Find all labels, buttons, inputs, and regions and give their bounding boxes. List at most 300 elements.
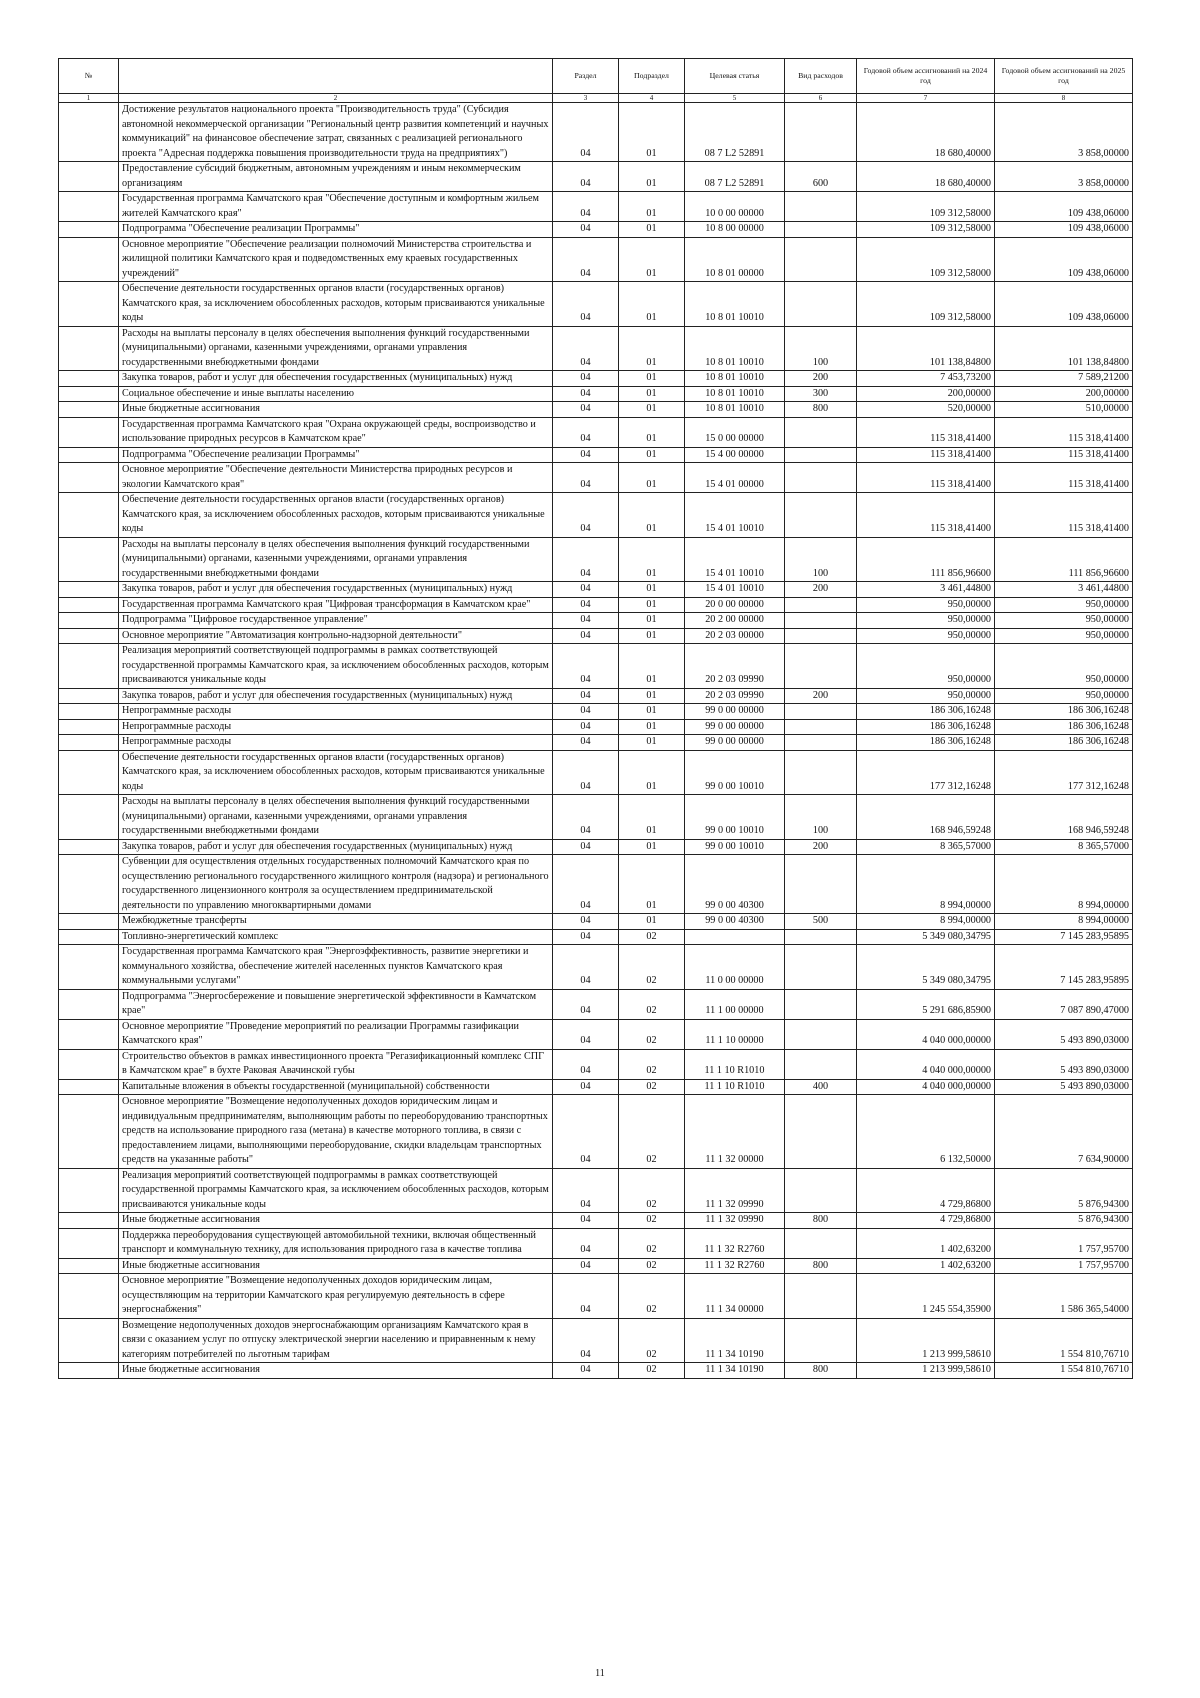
row-number-cell [59, 237, 119, 282]
row-2024-cell: 5 291 686,85900 [857, 989, 995, 1019]
table-row [59, 750, 1133, 795]
row-2025-cell: 111 856,96600 [995, 537, 1133, 582]
row-number-cell [59, 839, 119, 855]
row-number-cell [59, 463, 119, 493]
row-2024-cell: 115 318,41400 [857, 417, 995, 447]
row-subsection-cell: 02 [619, 1213, 685, 1229]
row-target-cell: 99 0 00 40300 [685, 855, 785, 914]
budget-sheet [58, 58, 1132, 1379]
row-2025-cell: 101 138,84800 [995, 326, 1133, 371]
row-name-cell: Государственная программа Камчатского края "Энергоэффективность, развитие энергетики и коммунального хозяйства, обеспечение жителей населенных пунктов Камчатского края коммунальными услугами" [119, 945, 553, 990]
row-number-cell [59, 582, 119, 598]
row-section-cell: 04 [553, 1258, 619, 1274]
header-subsection: Подраздел [619, 59, 685, 94]
row-2024-cell: 109 312,58000 [857, 192, 995, 222]
row-type-cell [785, 704, 857, 720]
row-number-cell [59, 1049, 119, 1079]
table-row [59, 929, 1133, 945]
row-type-cell [785, 237, 857, 282]
row-2024-cell: 5 349 080,34795 [857, 945, 995, 990]
row-section-cell: 04 [553, 929, 619, 945]
row-subsection-cell: 02 [619, 1258, 685, 1274]
row-target-cell: 11 1 10 00000 [685, 1019, 785, 1049]
row-target-cell: 11 1 32 09990 [685, 1213, 785, 1229]
row-target-cell: 99 0 00 10010 [685, 750, 785, 795]
row-number-cell [59, 597, 119, 613]
row-section-cell: 04 [553, 855, 619, 914]
row-name-cell: Основное мероприятие "Обеспечение реализации полномочий Министерства строительства и жилищной политики Камчатского края и подведомственных ему краевых государственных учреждений" [119, 237, 553, 282]
row-target-cell: 10 0 00 00000 [685, 192, 785, 222]
row-name-cell: Основное мероприятие "Возмещение недополученных доходов юридическим лицам и индивидуальным предпринимателям, выполняющим работы по переоборудованию транспортных средств на использование природного газа (метана) в качестве моторного топлива, в связи с предоставлением лицами, выполняющими переоборудование, скидки владельцам транспортных средств на указанные работы" [119, 1095, 553, 1169]
table-row [59, 597, 1133, 613]
row-2025-cell: 115 318,41400 [995, 463, 1133, 493]
row-2025-cell: 109 438,06000 [995, 192, 1133, 222]
row-target-cell [685, 929, 785, 945]
row-type-cell [785, 929, 857, 945]
column-number: 8 [995, 94, 1133, 103]
row-2025-cell: 7 589,21200 [995, 371, 1133, 387]
row-name-cell: Строительство объектов в рамках инвестиционного проекта "Регазификационный комплекс СПГ в Камчатском крае" в бухте Раковая Авачинской губы [119, 1049, 553, 1079]
row-section-cell: 04 [553, 704, 619, 720]
row-subsection-cell: 01 [619, 688, 685, 704]
row-2024-cell: 4 040 000,00000 [857, 1049, 995, 1079]
row-target-cell: 15 0 00 00000 [685, 417, 785, 447]
row-target-cell: 08 7 L2 52891 [685, 162, 785, 192]
row-subsection-cell: 01 [619, 582, 685, 598]
row-subsection-cell: 01 [619, 644, 685, 689]
row-type-cell [785, 447, 857, 463]
row-type-cell [785, 628, 857, 644]
row-number-cell [59, 688, 119, 704]
row-name-cell: Закупка товаров, работ и услуг для обеспечения государственных (муниципальных) нужд [119, 688, 553, 704]
row-target-cell: 99 0 00 40300 [685, 914, 785, 930]
row-type-cell [785, 1095, 857, 1169]
row-name-cell: Государственная программа Камчатского края "Обеспечение доступным и комфортным жильем жителей Камчатского края" [119, 192, 553, 222]
row-2025-cell: 1 554 810,76710 [995, 1318, 1133, 1363]
table-row [59, 237, 1133, 282]
row-2024-cell: 115 318,41400 [857, 463, 995, 493]
row-section-cell: 04 [553, 613, 619, 629]
row-subsection-cell: 01 [619, 914, 685, 930]
row-number-cell [59, 855, 119, 914]
row-2024-cell: 200,00000 [857, 386, 995, 402]
row-section-cell: 04 [553, 795, 619, 840]
row-type-cell: 800 [785, 402, 857, 418]
column-number: 7 [857, 94, 995, 103]
row-target-cell: 10 8 00 00000 [685, 222, 785, 238]
row-number-cell [59, 417, 119, 447]
table-row [59, 1258, 1133, 1274]
row-type-cell [785, 735, 857, 751]
row-type-cell [785, 417, 857, 447]
row-2025-cell: 109 438,06000 [995, 237, 1133, 282]
row-number-cell [59, 1213, 119, 1229]
column-number-row [59, 94, 1133, 103]
row-subsection-cell: 01 [619, 628, 685, 644]
row-subsection-cell: 01 [619, 371, 685, 387]
row-2024-cell: 3 461,44800 [857, 582, 995, 598]
row-number-cell [59, 704, 119, 720]
row-section-cell: 04 [553, 750, 619, 795]
table-row [59, 162, 1133, 192]
header-name [119, 59, 553, 94]
row-number-cell [59, 371, 119, 387]
row-target-cell: 10 8 01 00000 [685, 237, 785, 282]
row-2024-cell: 109 312,58000 [857, 222, 995, 238]
row-2024-cell: 8 994,00000 [857, 914, 995, 930]
table-row [59, 855, 1133, 914]
table-row [59, 371, 1133, 387]
row-name-cell: Расходы на выплаты персоналу в целях обеспечения выполнения функций государственными (муниципальными) органами, казенными учреждениями, органами управления государственными внебюджетными фондами [119, 537, 553, 582]
row-number-cell [59, 537, 119, 582]
row-subsection-cell: 01 [619, 613, 685, 629]
row-section-cell: 04 [553, 402, 619, 418]
row-2025-cell: 115 318,41400 [995, 417, 1133, 447]
table-row [59, 719, 1133, 735]
row-section-cell: 04 [553, 222, 619, 238]
row-2025-cell: 3 858,00000 [995, 162, 1133, 192]
row-2024-cell: 950,00000 [857, 688, 995, 704]
row-type-cell [785, 1318, 857, 1363]
table-row [59, 628, 1133, 644]
row-2024-cell: 1 213 999,58610 [857, 1318, 995, 1363]
row-subsection-cell: 01 [619, 463, 685, 493]
table-row [59, 644, 1133, 689]
row-type-cell [785, 945, 857, 990]
row-type-cell: 500 [785, 914, 857, 930]
row-2024-cell: 1 402,63200 [857, 1228, 995, 1258]
row-subsection-cell: 02 [619, 1168, 685, 1213]
row-name-cell: Поддержка переоборудования существующей автомобильной техники, включая общественный транспорт и коммунальную технику, для использования природного газа в качестве топлива [119, 1228, 553, 1258]
row-type-cell [785, 644, 857, 689]
row-name-cell: Межбюджетные трансферты [119, 914, 553, 930]
row-number-cell [59, 735, 119, 751]
budget-table [58, 58, 1133, 1379]
row-2025-cell: 1 586 365,54000 [995, 1274, 1133, 1319]
row-target-cell: 15 4 01 10010 [685, 582, 785, 598]
row-name-cell: Основное мероприятие "Автоматизация контрольно-надзорной деятельности" [119, 628, 553, 644]
table-row [59, 463, 1133, 493]
row-2024-cell: 950,00000 [857, 628, 995, 644]
row-subsection-cell: 02 [619, 1363, 685, 1379]
row-2025-cell: 8 994,00000 [995, 914, 1133, 930]
header-target: Целевая статья [685, 59, 785, 94]
row-name-cell: Обеспечение деятельности государственных органов власти (государственных органов) Камчатского края, за исключением обособленных расходов, которым присваиваются уникальные коды [119, 282, 553, 327]
row-type-cell: 100 [785, 537, 857, 582]
row-target-cell: 15 4 01 10010 [685, 537, 785, 582]
row-target-cell: 10 8 01 10010 [685, 326, 785, 371]
row-target-cell: 11 1 10 R1010 [685, 1079, 785, 1095]
row-2024-cell: 186 306,16248 [857, 735, 995, 751]
row-section-cell: 04 [553, 1095, 619, 1169]
row-subsection-cell: 01 [619, 386, 685, 402]
row-number-cell [59, 192, 119, 222]
row-2024-cell: 101 138,84800 [857, 326, 995, 371]
row-section-cell: 04 [553, 914, 619, 930]
row-2025-cell: 5 493 890,03000 [995, 1019, 1133, 1049]
column-number: 3 [553, 94, 619, 103]
column-number: 5 [685, 94, 785, 103]
row-section-cell: 04 [553, 582, 619, 598]
row-subsection-cell: 01 [619, 493, 685, 538]
row-subsection-cell: 01 [619, 704, 685, 720]
row-name-cell: Обеспечение деятельности государственных органов власти (государственных органов) Камчатского края, за исключением обособленных расходов, которым присваиваются уникальные коды [119, 750, 553, 795]
row-2024-cell: 4 729,86800 [857, 1213, 995, 1229]
row-number-cell [59, 1363, 119, 1379]
table-row [59, 704, 1133, 720]
row-target-cell: 11 1 10 R1010 [685, 1049, 785, 1079]
row-name-cell: Возмещение недополученных доходов энергоснабжающим организациям Камчатского края в связи с оказанием услуг по отпуску электрической энергии населению и приравненным к нему категориям потребителей по льготным тарифам [119, 1318, 553, 1363]
row-2025-cell: 1 757,95700 [995, 1228, 1133, 1258]
row-section-cell: 04 [553, 463, 619, 493]
row-2024-cell: 186 306,16248 [857, 704, 995, 720]
row-number-cell [59, 1274, 119, 1319]
row-subsection-cell: 01 [619, 192, 685, 222]
row-2025-cell: 950,00000 [995, 628, 1133, 644]
row-type-cell: 400 [785, 1079, 857, 1095]
row-subsection-cell: 01 [619, 839, 685, 855]
row-number-cell [59, 628, 119, 644]
table-header-row [59, 59, 1133, 94]
row-target-cell: 10 8 01 10010 [685, 402, 785, 418]
row-number-cell [59, 989, 119, 1019]
row-number-cell [59, 795, 119, 840]
table-row [59, 493, 1133, 538]
row-2024-cell: 950,00000 [857, 644, 995, 689]
row-2025-cell: 115 318,41400 [995, 493, 1133, 538]
table-row [59, 447, 1133, 463]
row-type-cell: 100 [785, 326, 857, 371]
row-2025-cell: 109 438,06000 [995, 222, 1133, 238]
row-target-cell: 11 1 32 00000 [685, 1095, 785, 1169]
row-section-cell: 04 [553, 192, 619, 222]
row-section-cell: 04 [553, 162, 619, 192]
table-row [59, 735, 1133, 751]
row-2025-cell: 200,00000 [995, 386, 1133, 402]
row-target-cell: 10 8 01 10010 [685, 386, 785, 402]
row-2025-cell: 950,00000 [995, 688, 1133, 704]
row-target-cell: 15 4 00 00000 [685, 447, 785, 463]
row-name-cell: Подпрограмма "Цифровое государственное управление" [119, 613, 553, 629]
row-2024-cell: 5 349 080,34795 [857, 929, 995, 945]
row-type-cell: 800 [785, 1258, 857, 1274]
row-subsection-cell: 01 [619, 735, 685, 751]
row-target-cell: 08 7 L2 52891 [685, 103, 785, 162]
row-2024-cell: 115 318,41400 [857, 493, 995, 538]
row-number-cell [59, 326, 119, 371]
row-2024-cell: 1 402,63200 [857, 1258, 995, 1274]
row-2025-cell: 950,00000 [995, 613, 1133, 629]
table-row [59, 1213, 1133, 1229]
row-2025-cell: 7 145 283,95895 [995, 929, 1133, 945]
row-target-cell: 20 2 00 00000 [685, 613, 785, 629]
row-name-cell: Непрограммные расходы [119, 735, 553, 751]
row-number-cell [59, 493, 119, 538]
table-row [59, 1274, 1133, 1319]
row-section-cell: 04 [553, 989, 619, 1019]
row-type-cell: 200 [785, 688, 857, 704]
row-subsection-cell: 02 [619, 1019, 685, 1049]
row-section-cell: 04 [553, 597, 619, 613]
row-subsection-cell: 02 [619, 1274, 685, 1319]
row-number-cell [59, 103, 119, 162]
row-name-cell: Государственная программа Камчатского края "Охрана окружающей среды, воспроизводство и использование природных ресурсов в Камчатском крае" [119, 417, 553, 447]
row-subsection-cell: 02 [619, 945, 685, 990]
row-section-cell: 04 [553, 537, 619, 582]
header-type: Вид расходов [785, 59, 857, 94]
row-target-cell: 11 1 00 00000 [685, 989, 785, 1019]
row-target-cell: 10 8 01 10010 [685, 282, 785, 327]
table-row [59, 326, 1133, 371]
row-section-cell: 04 [553, 644, 619, 689]
row-2024-cell: 950,00000 [857, 597, 995, 613]
row-2025-cell: 950,00000 [995, 597, 1133, 613]
row-target-cell: 11 1 32 R2760 [685, 1258, 785, 1274]
row-target-cell: 11 1 34 00000 [685, 1274, 785, 1319]
row-section-cell: 04 [553, 1049, 619, 1079]
row-2025-cell: 8 365,57000 [995, 839, 1133, 855]
header-2025: Годовой объем ассигнований на 2025 год [995, 59, 1133, 94]
row-2025-cell: 7 087 890,47000 [995, 989, 1133, 1019]
row-subsection-cell: 01 [619, 719, 685, 735]
row-section-cell: 04 [553, 1213, 619, 1229]
row-name-cell: Иные бюджетные ассигнования [119, 1213, 553, 1229]
row-2025-cell: 7 634,90000 [995, 1095, 1133, 1169]
row-number-cell [59, 386, 119, 402]
row-target-cell: 99 0 00 00000 [685, 704, 785, 720]
column-number: 1 [59, 94, 119, 103]
header-section: Раздел [553, 59, 619, 94]
row-name-cell: Субвенции для осуществления отдельных государственных полномочий Камчатского края по осуществлению регионального государственного жилищного контроля (надзора) и регионального государственного лицензионного контроля за осуществлением предпринимательской деятельности по управлению многоквартирными домами [119, 855, 553, 914]
table-row [59, 1363, 1133, 1379]
row-subsection-cell: 02 [619, 929, 685, 945]
row-section-cell: 04 [553, 326, 619, 371]
row-2025-cell: 5 876,94300 [995, 1213, 1133, 1229]
row-2025-cell: 510,00000 [995, 402, 1133, 418]
row-section-cell: 04 [553, 1228, 619, 1258]
row-number-cell [59, 644, 119, 689]
row-section-cell: 04 [553, 237, 619, 282]
row-section-cell: 04 [553, 103, 619, 162]
row-number-cell [59, 945, 119, 990]
row-type-cell [785, 719, 857, 735]
row-section-cell: 04 [553, 735, 619, 751]
row-section-cell: 04 [553, 945, 619, 990]
row-target-cell: 20 2 03 00000 [685, 628, 785, 644]
row-name-cell: Иные бюджетные ассигнования [119, 1258, 553, 1274]
row-type-cell: 100 [785, 795, 857, 840]
row-target-cell: 99 0 00 10010 [685, 795, 785, 840]
row-2025-cell: 3 858,00000 [995, 103, 1133, 162]
table-row [59, 1318, 1133, 1363]
row-type-cell [785, 1019, 857, 1049]
row-type-cell: 200 [785, 371, 857, 387]
row-subsection-cell: 02 [619, 1228, 685, 1258]
row-subsection-cell: 01 [619, 417, 685, 447]
row-section-cell: 04 [553, 417, 619, 447]
row-number-cell [59, 1318, 119, 1363]
row-type-cell [785, 1049, 857, 1079]
table-row [59, 839, 1133, 855]
row-type-cell: 200 [785, 582, 857, 598]
row-number-cell [59, 447, 119, 463]
row-section-cell: 04 [553, 1318, 619, 1363]
row-target-cell: 20 2 03 09990 [685, 644, 785, 689]
row-2024-cell: 186 306,16248 [857, 719, 995, 735]
table-row [59, 914, 1133, 930]
row-name-cell: Капитальные вложения в объекты государственной (муниципальной) собственности [119, 1079, 553, 1095]
row-target-cell: 10 8 01 10010 [685, 371, 785, 387]
row-2024-cell: 115 318,41400 [857, 447, 995, 463]
row-number-cell [59, 613, 119, 629]
row-section-cell: 04 [553, 371, 619, 387]
row-type-cell: 800 [785, 1363, 857, 1379]
row-number-cell [59, 1228, 119, 1258]
row-target-cell: 99 0 00 00000 [685, 735, 785, 751]
row-type-cell [785, 613, 857, 629]
row-name-cell: Реализация мероприятий соответствующей подпрограммы в рамках соответствующей государственной программы Камчатского края, за исключением обособленных расходов, которым присваиваются уникальные коды [119, 644, 553, 689]
row-name-cell: Основное мероприятие "Проведение мероприятий по реализации Программы газификации Камчатского края" [119, 1019, 553, 1049]
row-2024-cell: 1 245 554,35900 [857, 1274, 995, 1319]
table-row [59, 989, 1133, 1019]
row-2025-cell: 115 318,41400 [995, 447, 1133, 463]
row-type-cell [785, 463, 857, 493]
row-subsection-cell: 01 [619, 855, 685, 914]
table-row [59, 945, 1133, 990]
row-2024-cell: 4 729,86800 [857, 1168, 995, 1213]
row-subsection-cell: 01 [619, 282, 685, 327]
row-2024-cell: 7 453,73200 [857, 371, 995, 387]
row-2024-cell: 8 994,00000 [857, 855, 995, 914]
page-number: 11 [595, 1668, 605, 1679]
table-row [59, 1049, 1133, 1079]
row-name-cell: Иные бюджетные ассигнования [119, 402, 553, 418]
table-row [59, 103, 1133, 162]
row-type-cell [785, 989, 857, 1019]
row-2024-cell: 109 312,58000 [857, 237, 995, 282]
row-subsection-cell: 01 [619, 795, 685, 840]
column-number: 4 [619, 94, 685, 103]
table-row [59, 1228, 1133, 1258]
row-2024-cell: 111 856,96600 [857, 537, 995, 582]
row-2025-cell: 8 994,00000 [995, 855, 1133, 914]
row-type-cell [785, 1228, 857, 1258]
row-2024-cell: 4 040 000,00000 [857, 1079, 995, 1095]
row-section-cell: 04 [553, 628, 619, 644]
row-target-cell: 20 0 00 00000 [685, 597, 785, 613]
row-2025-cell: 1 554 810,76710 [995, 1363, 1133, 1379]
row-2025-cell: 1 757,95700 [995, 1258, 1133, 1274]
row-name-cell: Топливно-энергетический комплекс [119, 929, 553, 945]
row-number-cell [59, 1258, 119, 1274]
table-row [59, 386, 1133, 402]
row-subsection-cell: 01 [619, 447, 685, 463]
row-target-cell: 15 4 01 00000 [685, 463, 785, 493]
row-subsection-cell: 01 [619, 237, 685, 282]
row-type-cell [785, 855, 857, 914]
row-section-cell: 04 [553, 688, 619, 704]
table-body [59, 103, 1133, 1379]
table-row [59, 537, 1133, 582]
row-2025-cell: 186 306,16248 [995, 735, 1133, 751]
row-number-cell [59, 1019, 119, 1049]
row-target-cell: 11 1 32 09990 [685, 1168, 785, 1213]
row-number-cell [59, 222, 119, 238]
row-section-cell: 04 [553, 447, 619, 463]
row-section-cell: 04 [553, 282, 619, 327]
row-section-cell: 04 [553, 719, 619, 735]
row-number-cell [59, 1079, 119, 1095]
